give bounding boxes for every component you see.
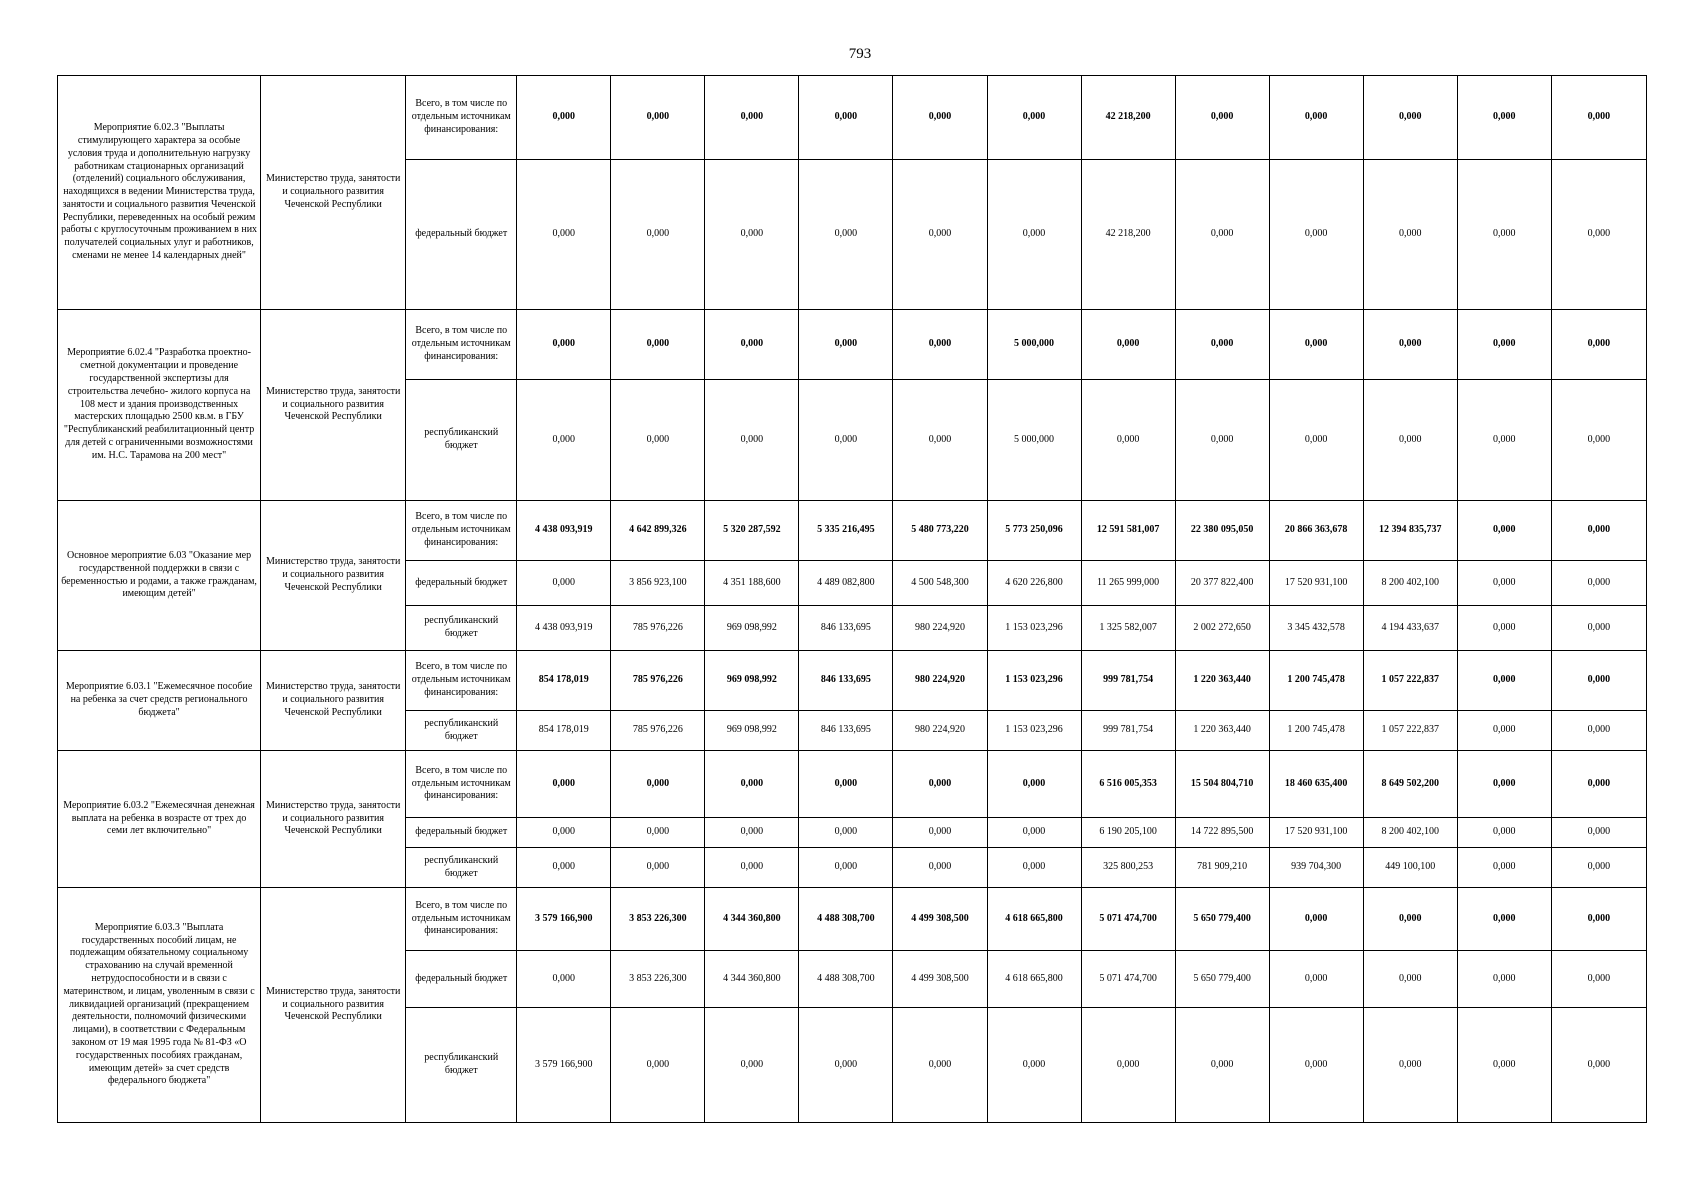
table-row <box>58 501 1647 561</box>
amount-cell: 0,000 <box>893 160 987 310</box>
amount-cell: 0,000 <box>517 160 611 310</box>
amount-cell: 0,000 <box>1363 160 1457 310</box>
amount-cell: 0,000 <box>987 76 1081 160</box>
amount-cell: 0,000 <box>1457 818 1551 848</box>
funding-source: Всего, в том числе по отдельным источникам финансирования: <box>406 76 517 160</box>
amount-cell: 0,000 <box>987 848 1081 888</box>
funding-source: республиканский бюджет <box>406 606 517 651</box>
measure-name: Мероприятие 6.03.2 "Ежемесячная денежная выплата на ребенка в возрасте от трех до семи лет включительно" <box>58 751 261 888</box>
amount-cell: 1 057 222,837 <box>1363 651 1457 711</box>
amount-cell: 0,000 <box>1269 888 1363 951</box>
amount-cell: 4 642 899,326 <box>611 501 705 561</box>
amount-cell: 1 200 745,478 <box>1269 651 1363 711</box>
amount-cell: 4 488 308,700 <box>799 951 893 1008</box>
amount-cell: 0,000 <box>705 76 799 160</box>
amount-cell: 0,000 <box>1551 310 1646 380</box>
amount-cell: 3 345 432,578 <box>1269 606 1363 651</box>
measure-name: Мероприятие 6.03.1 "Ежемесячное пособие на ребенка за счет средств регионального бюджета" <box>58 651 261 751</box>
amount-cell: 0,000 <box>1457 76 1551 160</box>
amount-cell: 0,000 <box>1457 711 1551 751</box>
amount-cell: 999 781,754 <box>1081 651 1175 711</box>
measure-name: Мероприятие 6.03.3 "Выплата государственных пособий лицам, не подлежащим обязательному социальному страхованию на случай временной нетрудоспособности и в связи с материнством, и лицам, уволенным в связи с ликвидацией организаций (прекращением деятельности, полномочий физическими лицами), в соответствии с Федеральным законом от 19 мая 1995 года № 81-ФЗ «О государственных пособиях гражданам, имеющим детей» за счет средств федерального бюджета" <box>58 888 261 1123</box>
amount-cell: 0,000 <box>1551 380 1646 501</box>
amount-cell: 0,000 <box>1457 651 1551 711</box>
amount-cell: 0,000 <box>1081 310 1175 380</box>
executor-name: Министерство труда, занятости и социального развития Чеченской Республики <box>261 501 406 651</box>
executor-name: Министерство труда, занятости и социального развития Чеченской Республики <box>261 76 406 310</box>
amount-cell: 0,000 <box>1269 76 1363 160</box>
amount-cell: 0,000 <box>893 310 987 380</box>
amount-cell: 0,000 <box>1363 380 1457 501</box>
amount-cell: 4 488 308,700 <box>799 888 893 951</box>
amount-cell: 969 098,992 <box>705 711 799 751</box>
amount-cell: 4 499 308,500 <box>893 888 987 951</box>
budget-table-body <box>58 76 1647 1123</box>
amount-cell: 5 071 474,700 <box>1081 951 1175 1008</box>
amount-cell: 3 579 166,900 <box>517 1008 611 1123</box>
amount-cell: 0,000 <box>893 380 987 501</box>
amount-cell: 0,000 <box>1363 76 1457 160</box>
funding-source: федеральный бюджет <box>406 951 517 1008</box>
amount-cell: 14 722 895,500 <box>1175 818 1269 848</box>
amount-cell: 0,000 <box>987 751 1081 818</box>
executor-name: Министерство труда, занятости и социального развития Чеченской Республики <box>261 888 406 1123</box>
amount-cell: 8 649 502,200 <box>1363 751 1457 818</box>
amount-cell: 0,000 <box>1551 1008 1646 1123</box>
amount-cell: 0,000 <box>517 561 611 606</box>
amount-cell: 0,000 <box>1551 561 1646 606</box>
funding-source: республиканский бюджет <box>406 380 517 501</box>
amount-cell: 0,000 <box>893 751 987 818</box>
amount-cell: 0,000 <box>517 76 611 160</box>
amount-cell: 325 800,253 <box>1081 848 1175 888</box>
amount-cell: 42 218,200 <box>1081 76 1175 160</box>
amount-cell: 4 489 082,800 <box>799 561 893 606</box>
amount-cell: 785 976,226 <box>611 711 705 751</box>
amount-cell: 0,000 <box>517 751 611 818</box>
amount-cell: 0,000 <box>1551 501 1646 561</box>
amount-cell: 0,000 <box>1551 76 1646 160</box>
funding-source: Всего, в том числе по отдельным источникам финансирования: <box>406 501 517 561</box>
amount-cell: 20 377 822,400 <box>1175 561 1269 606</box>
amount-cell: 1 153 023,296 <box>987 606 1081 651</box>
funding-source: федеральный бюджет <box>406 561 517 606</box>
amount-cell: 0,000 <box>893 76 987 160</box>
amount-cell: 4 438 093,919 <box>517 606 611 651</box>
amount-cell: 0,000 <box>1457 888 1551 951</box>
amount-cell: 4 618 665,800 <box>987 888 1081 951</box>
amount-cell: 0,000 <box>987 818 1081 848</box>
amount-cell: 8 200 402,100 <box>1363 818 1457 848</box>
amount-cell: 17 520 931,100 <box>1269 818 1363 848</box>
table-row <box>58 751 1647 818</box>
amount-cell: 1 200 745,478 <box>1269 711 1363 751</box>
table-row <box>58 888 1647 951</box>
executor-name: Министерство труда, занятости и социального развития Чеченской Республики <box>261 751 406 888</box>
amount-cell: 6 516 005,353 <box>1081 751 1175 818</box>
amount-cell: 969 098,992 <box>705 606 799 651</box>
amount-cell: 15 504 804,710 <box>1175 751 1269 818</box>
amount-cell: 1 057 222,837 <box>1363 711 1457 751</box>
amount-cell: 0,000 <box>1175 76 1269 160</box>
amount-cell: 785 976,226 <box>611 606 705 651</box>
amount-cell: 0,000 <box>705 310 799 380</box>
measure-name: Мероприятие 6.02.4 "Разработка проектно-сметной документации и проведение государственной экспертизы для строительства лечебно- жилого корпуса на 108 мест и здания производственных мастерских площадью 2500 кв.м. в ГБУ "Республиканский реабилитационный центр для детей с ограниченными возможностями им. Н.С. Тарамова на 200 мест" <box>58 310 261 501</box>
amount-cell: 0,000 <box>705 848 799 888</box>
amount-cell: 0,000 <box>1457 951 1551 1008</box>
amount-cell: 0,000 <box>1457 848 1551 888</box>
amount-cell: 846 133,695 <box>799 711 893 751</box>
amount-cell: 5 773 250,096 <box>987 501 1081 561</box>
amount-cell: 0,000 <box>1269 951 1363 1008</box>
amount-cell: 0,000 <box>611 751 705 818</box>
amount-cell: 0,000 <box>1269 380 1363 501</box>
amount-cell: 785 976,226 <box>611 651 705 711</box>
amount-cell: 3 856 923,100 <box>611 561 705 606</box>
amount-cell: 5 000,000 <box>987 310 1081 380</box>
amount-cell: 854 178,019 <box>517 711 611 751</box>
amount-cell: 980 224,920 <box>893 711 987 751</box>
amount-cell: 0,000 <box>1457 1008 1551 1123</box>
amount-cell: 5 480 773,220 <box>893 501 987 561</box>
amount-cell: 0,000 <box>1175 160 1269 310</box>
amount-cell: 11 265 999,000 <box>1081 561 1175 606</box>
amount-cell: 0,000 <box>799 818 893 848</box>
amount-cell: 0,000 <box>1457 310 1551 380</box>
amount-cell: 4 344 360,800 <box>705 951 799 1008</box>
funding-source: Всего, в том числе по отдельным источникам финансирования: <box>406 751 517 818</box>
measure-name: Мероприятие 6.02.3 "Выплаты стимулирующего характера за особые условия труда и дополнительную нагрузку работникам стационарных организаций (отделений) социального обслуживания, находящихся в ведении Министерства труда, занятости и социального развития Чеченской Республики, переведенных на особый режим работы с круглосуточным проживанием в них получателей социальных улуг и работников, сменами не менее 14 календарных дней" <box>58 76 261 310</box>
amount-cell: 4 351 188,600 <box>705 561 799 606</box>
amount-cell: 0,000 <box>1363 1008 1457 1123</box>
amount-cell: 0,000 <box>799 76 893 160</box>
amount-cell: 0,000 <box>1269 1008 1363 1123</box>
amount-cell: 0,000 <box>1457 380 1551 501</box>
amount-cell: 0,000 <box>1269 310 1363 380</box>
amount-cell: 4 620 226,800 <box>987 561 1081 606</box>
amount-cell: 0,000 <box>1363 951 1457 1008</box>
amount-cell: 0,000 <box>1363 310 1457 380</box>
amount-cell: 18 460 635,400 <box>1269 751 1363 818</box>
amount-cell: 0,000 <box>517 310 611 380</box>
amount-cell: 0,000 <box>1175 310 1269 380</box>
measure-name: Основное мероприятие 6.03 "Оказание мер государственной поддержки в связи с беременностью и родами, а также гражданам, имеющим детей" <box>58 501 261 651</box>
amount-cell: 4 500 548,300 <box>893 561 987 606</box>
funding-source: Всего, в том числе по отдельным источникам финансирования: <box>406 651 517 711</box>
amount-cell: 0,000 <box>1175 380 1269 501</box>
amount-cell: 0,000 <box>517 818 611 848</box>
page-number: 793 <box>848 46 872 62</box>
amount-cell: 0,000 <box>987 160 1081 310</box>
amount-cell: 0,000 <box>1551 751 1646 818</box>
amount-cell: 5 335 216,495 <box>799 501 893 561</box>
amount-cell: 449 100,100 <box>1363 848 1457 888</box>
amount-cell: 0,000 <box>1551 160 1646 310</box>
amount-cell: 3 579 166,900 <box>517 888 611 951</box>
amount-cell: 0,000 <box>1457 751 1551 818</box>
amount-cell: 1 325 582,007 <box>1081 606 1175 651</box>
amount-cell: 0,000 <box>1551 651 1646 711</box>
amount-cell: 0,000 <box>517 848 611 888</box>
table-row <box>58 76 1647 160</box>
amount-cell: 2 002 272,650 <box>1175 606 1269 651</box>
amount-cell: 0,000 <box>611 160 705 310</box>
amount-cell: 0,000 <box>893 1008 987 1123</box>
amount-cell: 5 071 474,700 <box>1081 888 1175 951</box>
amount-cell: 12 591 581,007 <box>1081 501 1175 561</box>
amount-cell: 0,000 <box>799 160 893 310</box>
amount-cell: 5 000,000 <box>987 380 1081 501</box>
amount-cell: 0,000 <box>1175 1008 1269 1123</box>
amount-cell: 0,000 <box>611 380 705 501</box>
funding-source: федеральный бюджет <box>406 160 517 310</box>
amount-cell: 0,000 <box>611 818 705 848</box>
amount-cell: 0,000 <box>705 751 799 818</box>
amount-cell: 4 499 308,500 <box>893 951 987 1008</box>
amount-cell: 0,000 <box>1551 888 1646 951</box>
amount-cell: 854 178,019 <box>517 651 611 711</box>
amount-cell: 0,000 <box>611 1008 705 1123</box>
amount-cell: 12 394 835,737 <box>1363 501 1457 561</box>
amount-cell: 0,000 <box>611 310 705 380</box>
amount-cell: 0,000 <box>1081 1008 1175 1123</box>
amount-cell: 0,000 <box>517 951 611 1008</box>
amount-cell: 0,000 <box>1457 160 1551 310</box>
amount-cell: 0,000 <box>1551 818 1646 848</box>
amount-cell: 939 704,300 <box>1269 848 1363 888</box>
amount-cell: 0,000 <box>517 380 611 501</box>
amount-cell: 969 098,992 <box>705 651 799 711</box>
funding-source: Всего, в том числе по отдельным источникам финансирования: <box>406 888 517 951</box>
amount-cell: 20 866 363,678 <box>1269 501 1363 561</box>
amount-cell: 5 320 287,592 <box>705 501 799 561</box>
amount-cell: 3 853 226,300 <box>611 888 705 951</box>
amount-cell: 980 224,920 <box>893 606 987 651</box>
funding-source: республиканский бюджет <box>406 848 517 888</box>
amount-cell: 8 200 402,100 <box>1363 561 1457 606</box>
funding-source: республиканский бюджет <box>406 1008 517 1123</box>
amount-cell: 0,000 <box>705 380 799 501</box>
amount-cell: 0,000 <box>705 1008 799 1123</box>
amount-cell: 0,000 <box>1269 160 1363 310</box>
amount-cell: 6 190 205,100 <box>1081 818 1175 848</box>
amount-cell: 781 909,210 <box>1175 848 1269 888</box>
amount-cell: 5 650 779,400 <box>1175 951 1269 1008</box>
budget-table <box>57 75 1647 1123</box>
amount-cell: 0,000 <box>893 848 987 888</box>
amount-cell: 846 133,695 <box>799 651 893 711</box>
amount-cell: 0,000 <box>987 1008 1081 1123</box>
table-row <box>58 310 1647 380</box>
amount-cell: 0,000 <box>611 76 705 160</box>
funding-source: Всего, в том числе по отдельным источникам финансирования: <box>406 310 517 380</box>
amount-cell: 4 194 433,637 <box>1363 606 1457 651</box>
amount-cell: 0,000 <box>893 818 987 848</box>
amount-cell: 1 220 363,440 <box>1175 651 1269 711</box>
amount-cell: 846 133,695 <box>799 606 893 651</box>
amount-cell: 0,000 <box>1551 606 1646 651</box>
amount-cell: 0,000 <box>705 160 799 310</box>
amount-cell: 0,000 <box>1551 951 1646 1008</box>
amount-cell: 4 438 093,919 <box>517 501 611 561</box>
amount-cell: 0,000 <box>1551 848 1646 888</box>
executor-name: Министерство труда, занятости и социального развития Чеченской Республики <box>261 310 406 501</box>
amount-cell: 999 781,754 <box>1081 711 1175 751</box>
amount-cell: 0,000 <box>1457 606 1551 651</box>
amount-cell: 0,000 <box>799 751 893 818</box>
funding-source: республиканский бюджет <box>406 711 517 751</box>
amount-cell: 0,000 <box>799 848 893 888</box>
funding-source: федеральный бюджет <box>406 818 517 848</box>
amount-cell: 0,000 <box>1457 501 1551 561</box>
amount-cell: 0,000 <box>611 848 705 888</box>
amount-cell: 980 224,920 <box>893 651 987 711</box>
amount-cell: 0,000 <box>1457 561 1551 606</box>
amount-cell: 22 380 095,050 <box>1175 501 1269 561</box>
amount-cell: 42 218,200 <box>1081 160 1175 310</box>
amount-cell: 0,000 <box>1551 711 1646 751</box>
amount-cell: 0,000 <box>799 1008 893 1123</box>
amount-cell: 0,000 <box>1081 380 1175 501</box>
amount-cell: 17 520 931,100 <box>1269 561 1363 606</box>
amount-cell: 4 344 360,800 <box>705 888 799 951</box>
amount-cell: 1 220 363,440 <box>1175 711 1269 751</box>
executor-name: Министерство труда, занятости и социального развития Чеченской Республики <box>261 651 406 751</box>
amount-cell: 5 650 779,400 <box>1175 888 1269 951</box>
amount-cell: 1 153 023,296 <box>987 711 1081 751</box>
amount-cell: 0,000 <box>1363 888 1457 951</box>
amount-cell: 1 153 023,296 <box>987 651 1081 711</box>
amount-cell: 4 618 665,800 <box>987 951 1081 1008</box>
table-row <box>58 651 1647 711</box>
amount-cell: 0,000 <box>799 310 893 380</box>
amount-cell: 0,000 <box>705 818 799 848</box>
amount-cell: 3 853 226,300 <box>611 951 705 1008</box>
amount-cell: 0,000 <box>799 380 893 501</box>
